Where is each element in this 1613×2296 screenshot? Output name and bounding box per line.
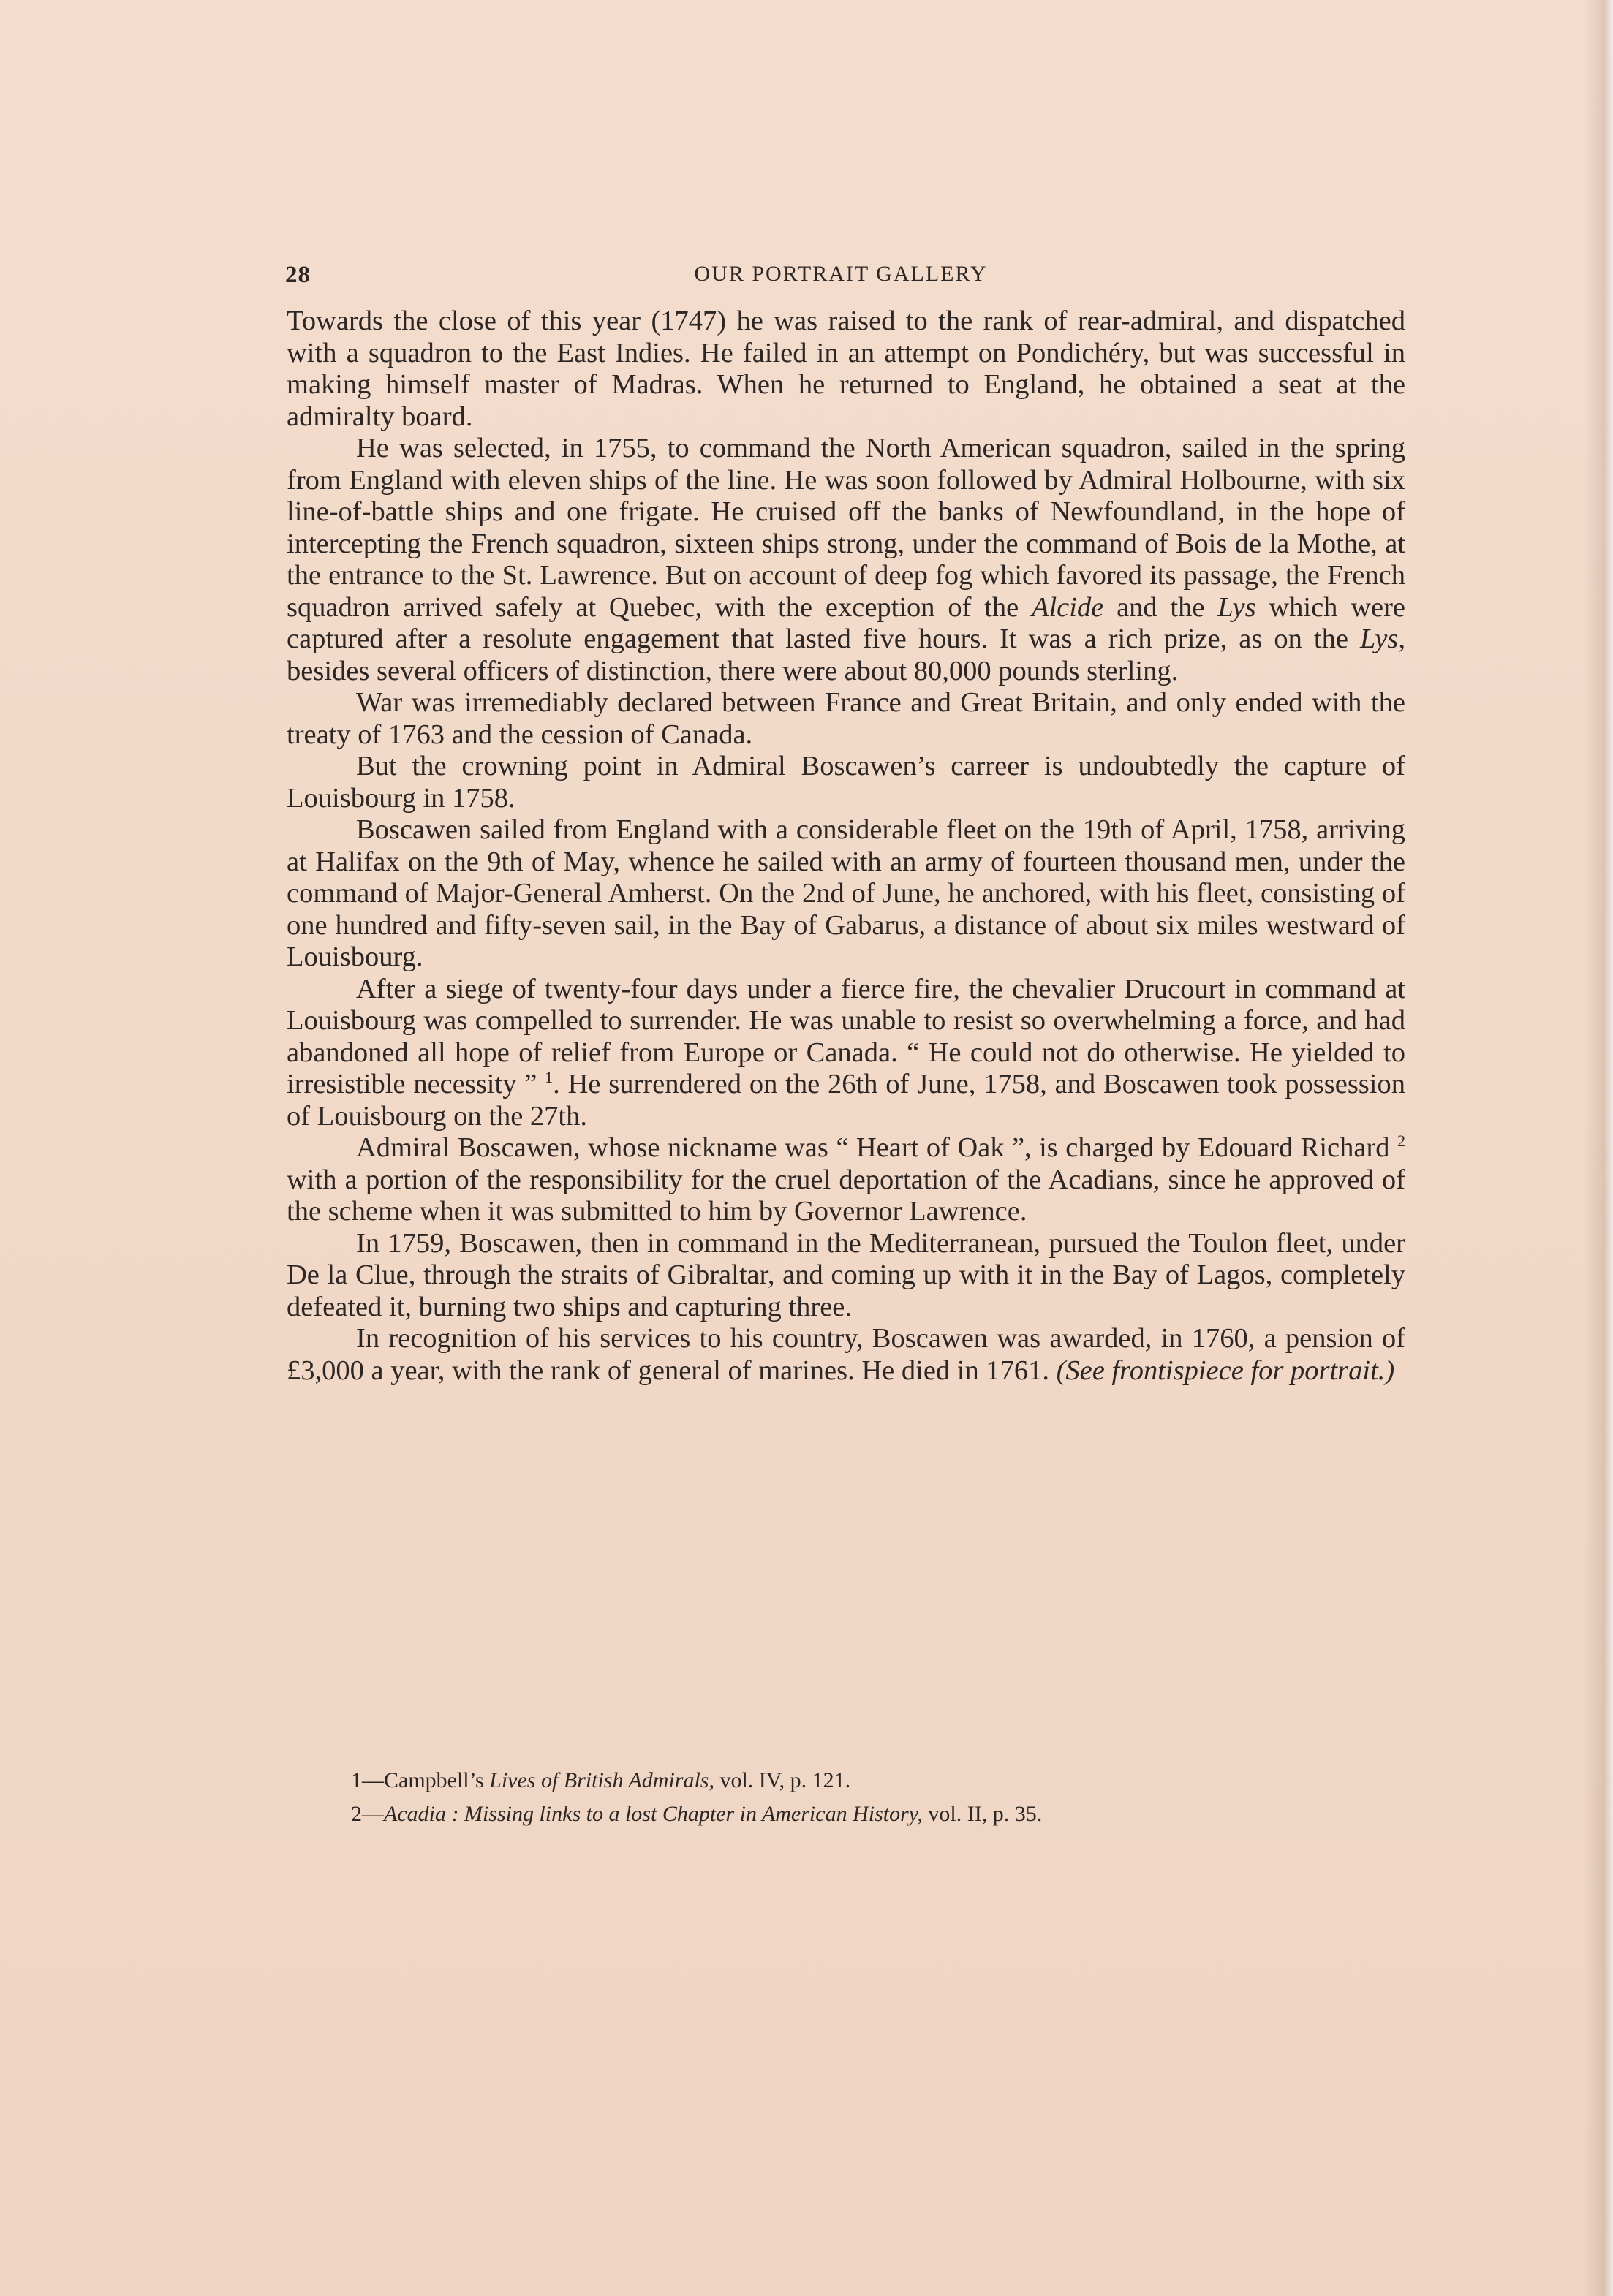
- paragraph-text: War was irremediably declared between France and Great Britain, and only ended with the treaty of 1763 and the cession of Canada.: [287, 687, 1405, 750]
- footnote-title: Lives of British Admirals,: [489, 1768, 714, 1792]
- paragraph-text: But the crowning point in Admiral Boscawen’s carreer is undoubtedly the capture of Louisbourg in 1758.: [287, 751, 1405, 814]
- paragraph-1: [287, 306, 1405, 433]
- paragraph-6: [287, 974, 1405, 1133]
- paragraph-text: Admiral Boscawen, whose nickname was “ Heart of Oak ”, is charged by Edouard Richard: [356, 1132, 1397, 1163]
- paragraph-text: with a portion of the responsibility for the cruel deportation of the Acadians, since he approved of the scheme when it was submitted to him by Governor Lawrence.: [287, 1164, 1405, 1227]
- ship-name-lys: Lys: [1217, 591, 1256, 623]
- footnote-text: 1—Campbell’s: [351, 1768, 490, 1792]
- page-edge: [1584, 0, 1613, 2296]
- paragraph-text: Boscawen sailed from England with a considerable fleet on the 19th of April, 1758, arriving at Halifax on the 9th of May, whence he sailed with an army of fourteen thousand men, under the command of Major-General Amherst. On the 2nd of June, he anchored, with his fleet, consisting of one hundred and fifty-seven sail, in the Bay of Gabarus, a distance of about six miles westward of Louisbourg.: [287, 814, 1405, 972]
- paragraph-text: and the: [1103, 591, 1218, 623]
- paragraph-8: [287, 1228, 1405, 1324]
- footnote-text: vol. IV, p. 121.: [714, 1768, 851, 1792]
- body-text: [287, 306, 1405, 1387]
- paragraph-text: which were captured after a resolute engagement that lasted five hours. It was a rich prize, as on the: [287, 591, 1405, 654]
- page-number: 28: [285, 262, 311, 288]
- paragraph-7: [287, 1132, 1405, 1228]
- footnote-1: [351, 1764, 1404, 1797]
- running-title: OUR PORTRAIT GALLERY: [694, 262, 988, 286]
- paragraph-text: . He surrendered on the 26th of June, 1758, and Boscawen took possession of Louisbourg on the 27th.: [287, 1069, 1405, 1132]
- footnote-text: vol. II, p. 35.: [922, 1802, 1043, 1826]
- paragraph-text: He was selected, in 1755, to command the North American squadron, sailed in the spring from England with eleven ships of the line. He was soon followed by Admiral Holbourne, with six line-of-battle ships and one frigate. He cruised off the banks of Newfoundland, in the hope of intercepting the French squadron, sixteen ships strong, under the command of Bois de la Mothe, at the entrance to the St. Lawrence. But on account of deep fog which favored its passage, the French squadron arrived safely at Quebec, with the exception of the: [287, 433, 1405, 623]
- paragraph-9: [287, 1323, 1405, 1387]
- portrait-note: (See frontispiece for portrait.): [1056, 1355, 1395, 1386]
- footnote-ref-1: 1: [545, 1068, 554, 1087]
- paragraph-text: besides several officers of distinction, there were about 80,000 pounds sterling.: [287, 655, 1179, 686]
- footnote-text: 2—: [351, 1802, 384, 1826]
- footnotes: [351, 1764, 1404, 1831]
- footnote-ref-2: 2: [1397, 1132, 1405, 1151]
- paragraph-text: In recognition of his services to his country, Boscawen was awarded, in 1760, a pension of £3,000 a year, with the rank of general of marines. He died in 1761.: [287, 1323, 1405, 1386]
- ship-name-lys: Lys,: [1360, 624, 1405, 654]
- paragraph-5: [287, 814, 1405, 974]
- footnote-2: [351, 1797, 1404, 1831]
- ship-name-alcide: Alcide: [1031, 591, 1104, 623]
- paragraph-text: Towards the close of this year (1747) he was raised to the rank of rear-admiral, and dispatched with a squadron to the East Indies. He failed in an attempt on Pondichéry, but was successful in making himself master of Madras. When he returned to England, he obtained a seat at the admiralty board.: [287, 306, 1405, 432]
- paragraph-2: [287, 433, 1405, 687]
- paragraph-text: In 1759, Boscawen, then in command in the Mediterranean, pursued the Toulon fleet, under De la Clue, through the straits of Gibraltar, and coming up with it in the Bay of Lagos, completely defeated it, burning two ships and capturing three.: [287, 1227, 1405, 1322]
- page-header: [285, 262, 1397, 298]
- paragraph-text: After a siege of twenty-four days under a fierce fire, the chevalier Drucourt in command at Louisbourg was compelled to surrender. He was unable to resist so overwhelming a force, and had abandoned all hope of relief from Europe or Canada. “ He could not do otherwise. He yielded to irresistible necessity ”: [287, 973, 1405, 1099]
- paragraph-3: [287, 687, 1405, 751]
- footnote-title: Acadia : Missing links to a lost Chapter in American History,: [384, 1802, 923, 1826]
- paragraph-4: [287, 751, 1405, 814]
